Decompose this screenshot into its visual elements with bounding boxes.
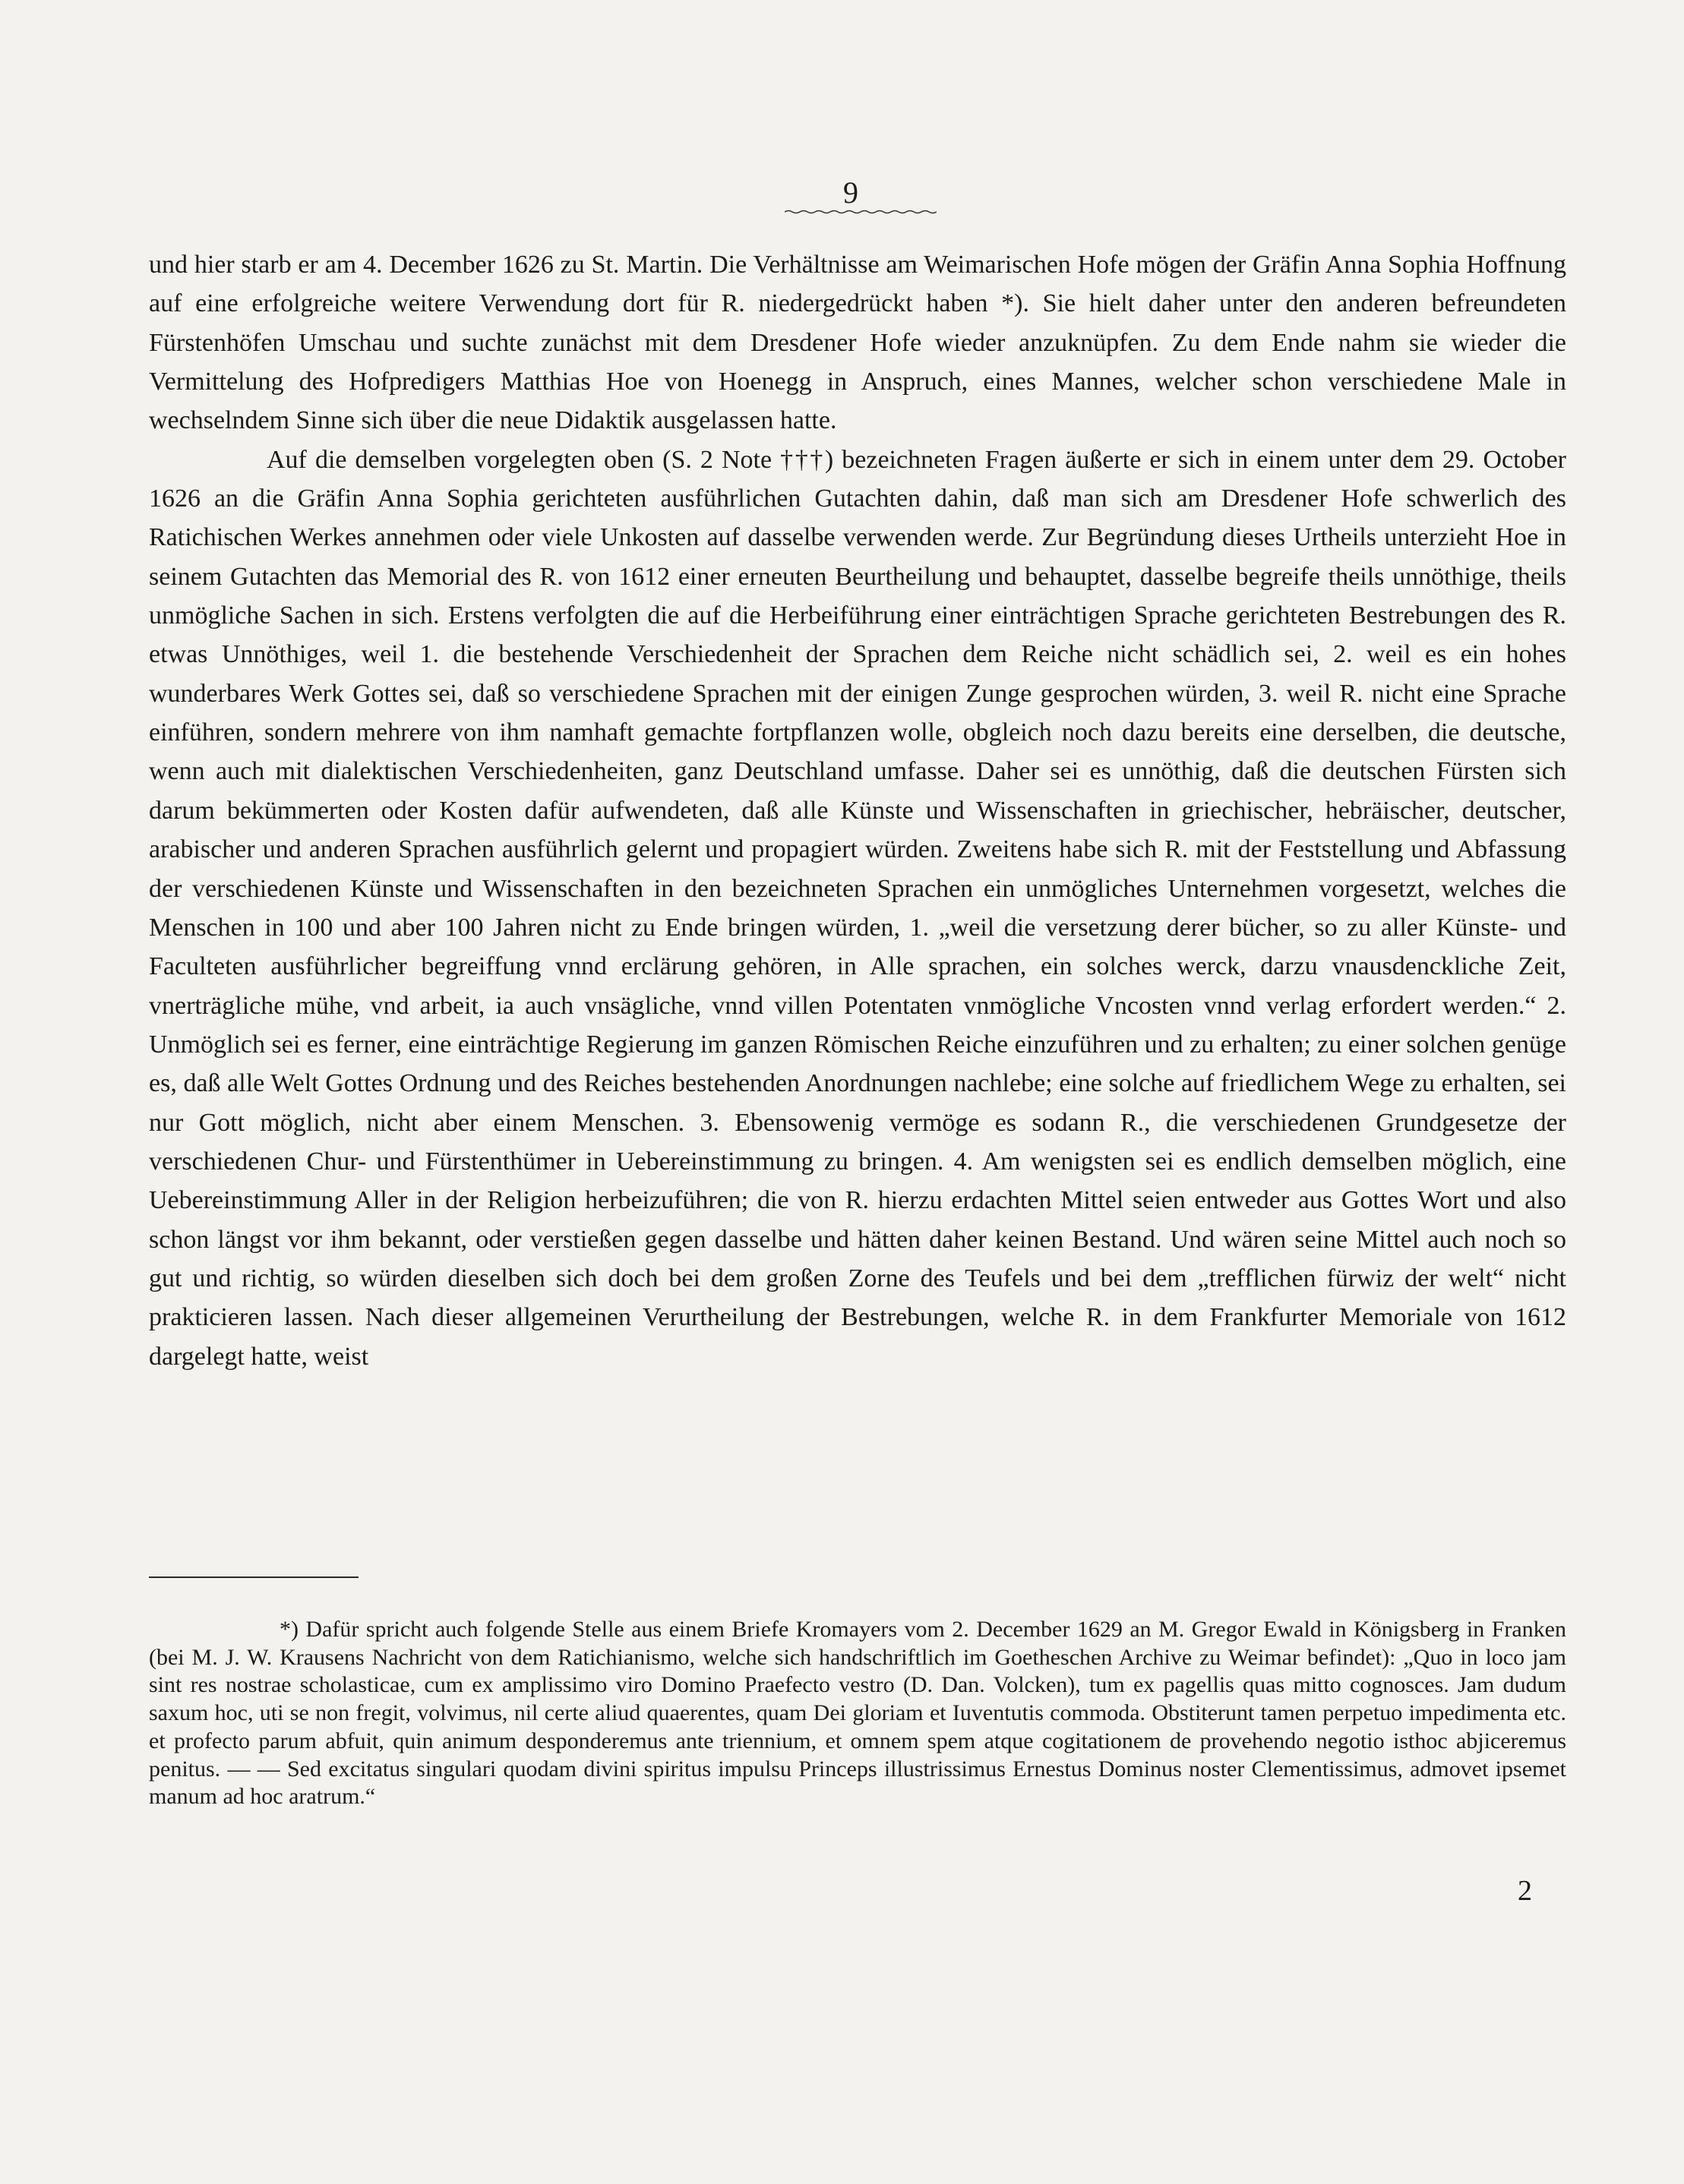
main-text bbox=[149, 245, 1566, 1376]
paragraph-1: und hier starb er am 4. December 1626 zu St. Martin. Die Verhältnisse am Weimarischen Hofe mögen der Gräfin Anna Sophia Hoffnung auf eine erfolgreiche weitere Verwendung dort für R. niedergedrückt haben *). Sie hielt daher unter den anderen befreundeten Fürstenhöfen Umschau und suchte zunächst mit dem Dresdener Hofe wieder anzuknüpfen. Zu dem Ende nahm sie wieder die Vermittelung des Hofpredigers Matthias Hoe von Hoenegg in Anspruch, eines Mannes, welcher schon verschiedene Male in wechselndem Sinne sich über die neue Didaktik ausgelassen hatte. bbox=[149, 251, 1566, 435]
footnote-divider bbox=[149, 1576, 359, 1578]
page-number: 9 bbox=[843, 175, 858, 210]
paragraph-2: Auf die demselben vorgelegten oben (S. 2 Note †††) bezeichneten Fragen äußerte er sich in einem unter dem 29. October 1626 an die Gräfin Anna Sophia gerichteten ausführlichen Gutachten dahin, daß man sich am Dresdener Hofe schwerlich des Ratichischen Werkes annehmen oder viele Unkosten auf dasselbe verwenden werde. Zur Begründung dieses Urtheils unterzieht Hoe in seinem Gutachten das Memorial des R. von 1612 einer erneuten Beurtheilung und behauptet, dasselbe begreife theils unnöthige, theils unmögliche Sachen in sich. Erstens verfolgten die auf die Herbeiführung einer einträchtigen Sprache gerichteten Bestrebungen des R. etwas Unnöthiges, weil 1. die bestehende Verschiedenheit der Sprachen dem Reiche nicht schädlich sei, 2. weil es ein hohes wunderbares Werk Gottes sei, daß so verschiedene Sprachen mit der einigen Zunge gesprochen würden, 3. weil R. nicht eine Sprache einführen, sondern mehrere von ihm namhaft gemachte fortpflanzen wolle, obgleich noch dazu bereits eine derselben, die deutsche, wenn auch mit dialektischen Verschiedenheiten, ganz Deutschland umfasse. Daher sei es unnöthig, daß die deutschen Fürsten sich darum bekümmerten oder Kosten dafür aufwendeten, daß alle Künste und Wissenschaften in griechischer, hebräischer, deutscher, arabischer und anderen Sprachen ausführlich gelernt und propagiert würden. Zweitens habe sich R. mit der Feststellung und Abfassung der verschiedenen Künste und Wissenschaften in den bezeichneten Sprachen ein unmögliches Unternehmen vorgesetzt, welches die Menschen in 100 und aber 100 Jahren nicht zu Ende bringen würden, 1. „weil die versetzung derer bücher, so zu aller Künste- und Faculteten ausführlicher begreiffung vnnd erclärung gehören, in Alle sprachen, ein solches werck, darzu vnausdenckliche Zeit, vnerträgliche mühe, vnd arbeit, ia auch vnsägliche, vnnd villen Potentaten vnmögliche Vncosten vnnd verlag erfordert werden.“ 2. Unmöglich sei es ferner, eine einträchtige Regierung im ganzen Römischen Reiche einzuführen und zu erhalten; zu einer solchen genüge es, daß alle Welt Gottes Ordnung und des Reiches bestehenden Anordnungen nachlebe; eine solche auf friedlichem Wege zu erhalten, sei nur Gott möglich, nicht aber einem Menschen. 3. Ebensowenig vermöge es sodann R., die verschiedenen Grundgesetze der verschiedenen Chur- und Fürstenthümer in Uebereinstimmung zu bringen. 4. Am wenigsten sei es endlich demselben möglich, eine Uebereinstimmung Aller in der Religion herbeizuführen; die von R. hierzu erdachten Mittel seien entweder aus Gottes Wort und also schon längst vor ihm bekannt, oder verstießen gegen dasselbe und hätten daher keinen Bestand. Und wären seine Mittel auch noch so gut und richtig, so würden dieselben sich doch bei dem großen Zorne des Teufels und bei dem „trefflichen fürwiz der welt“ nicht prakticieren lassen. Nach dieser allgemeinen Verurtheilung der Bestrebungen, welche R. in dem Frankfurter Memoriale von 1612 dargelegt hatte, weist bbox=[149, 445, 1566, 1371]
signature-mark: 2 bbox=[1518, 1875, 1532, 1907]
page-number-ornament bbox=[785, 210, 937, 214]
footnote: *) Dafür spricht auch folgende Stelle aus einem Briefe Kromayers vom 2. December 1629 an M. Gregor Ewald in Königsberg in Franken (bei M. J. W. Krausens Nachricht von dem Ratichianismo, welche sich handschriftlich im Goetheschen Archive zu Weimar befindet): „Quo in loco jam sint res nostrae scholasticae, cum ex amplissimo viro Domino Praefecto vestro (D. Dan. Volcken), tum ex pagellis quas mitto cognosces. Jam dudum saxum hoc, uti se non fregit, volvimus, nil certe aliud quaerentes, quam Dei gloriam et Iuventutis commoda. Obstiterunt tamen perpetuo impedimenta etc. et profecto parum abfuit, quin animum desponderemus ante triennium, et omnem spem atque cogitationem de provehendo negotio isthoc abjiceremus penitus. — — Sed excitatus singulari quodam divini spiritus impulsu Princeps illustrissimus Ernestus Dominus noster Clementissimus, admovet ipsemet manum ad hoc aratrum.“ bbox=[149, 1617, 1566, 1810]
